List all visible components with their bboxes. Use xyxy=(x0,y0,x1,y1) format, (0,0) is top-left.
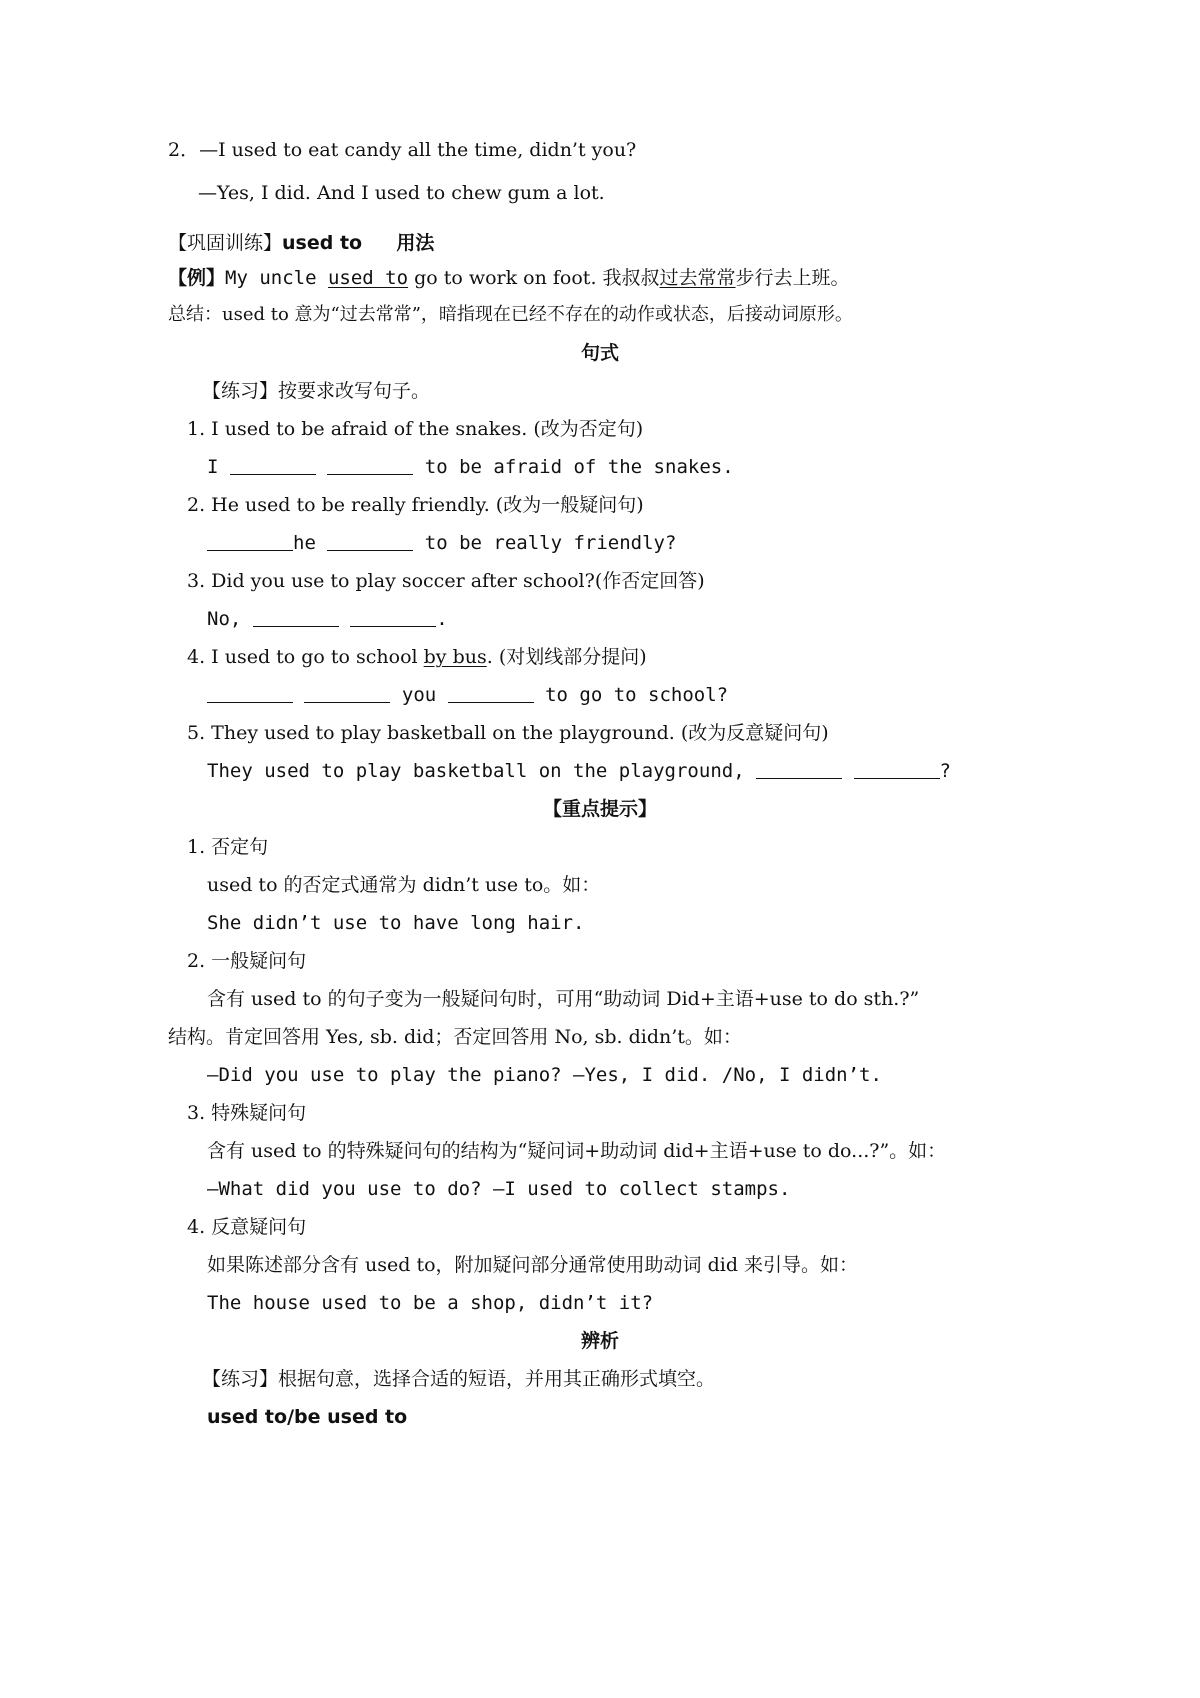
analysis-instruction: 【练习】根据句意，选择合适的短语，并用其正确形式填空。 xyxy=(202,1368,716,1390)
heading-tail: 用法 xyxy=(396,232,435,254)
point-4-body: 如果陈述部分含有 used to，附加疑问部分通常使用助动词 did 来引导。如： xyxy=(207,1254,859,1276)
intro-line-1: 2．—I used to eat candy all the time, didn’t you? xyxy=(168,139,637,161)
q2-answer: he to be really friendly? xyxy=(207,531,676,555)
blank[interactable] xyxy=(350,608,436,627)
point-3-title: 3. 特殊疑问句 xyxy=(187,1102,307,1124)
q4-answer: you to go to school? xyxy=(207,683,728,707)
section-title-key-points: 【重点提示】 xyxy=(542,798,657,820)
q1-text: 1. I used to be afraid of the snakes. (改为否定句) xyxy=(187,418,644,440)
heading-term: used to xyxy=(282,232,363,254)
q1-answer: I to be afraid of the snakes. xyxy=(207,456,734,478)
point-4-title: 4. 反意疑问句 xyxy=(187,1216,307,1238)
point-1-example: She didn’t use to have long hair. xyxy=(207,912,585,934)
blank[interactable] xyxy=(253,608,339,627)
q2-text: 2. He used to be really friendly. (改为一般疑问句) xyxy=(187,494,644,516)
analysis-phrases: used to/be used to xyxy=(207,1406,408,1428)
blank[interactable] xyxy=(327,532,413,551)
example-line xyxy=(168,266,850,290)
example-term: used to xyxy=(327,267,409,289)
example-pre: My uncle xyxy=(225,267,328,289)
point-2-example: —Did you use to play the piano? —Yes, I did. /No, I didn’t. xyxy=(207,1064,882,1086)
blank[interactable] xyxy=(230,456,316,475)
point-2-title: 2. 一般疑问句 xyxy=(187,950,307,972)
blank[interactable] xyxy=(207,684,293,703)
q5-answer: They used to play basketball on the playground, ? xyxy=(207,760,951,782)
point-1-body: used to 的否定式通常为 didn’t use to。如： xyxy=(207,874,601,896)
example-cn-tail: 步行去上班。 xyxy=(735,267,850,289)
q3-text: 3. Did you use to play soccer after school?(作否定回答) xyxy=(187,570,705,592)
point-2-body-1: 含有 used to 的句子变为一般疑问句时，可用“助动词 Did+主语+use to do sth.?” xyxy=(207,988,920,1010)
example-label: 【例】 xyxy=(168,267,226,289)
summary: 总结：used to 意为“过去常常”，暗指现在已经不存在的动作或状态，后接动词原形。 xyxy=(168,304,853,325)
point-4-example: The house used to be a shop, didn’t it? xyxy=(207,1292,654,1314)
heading-bracket: 【巩固训练】 xyxy=(168,232,283,254)
example-cn-term: 过去常常 xyxy=(659,267,736,289)
blank[interactable] xyxy=(207,532,293,551)
point-1-title: 1. 否定句 xyxy=(187,836,269,858)
section-title-sentence: 句式 xyxy=(580,342,619,364)
intro-line-2: —Yes, I did. And I used to chew gum a lot. xyxy=(198,182,605,204)
q4-text: 4. I used to go to school by bus. (对划线部分提问) xyxy=(187,646,647,668)
blank[interactable] xyxy=(448,684,534,703)
section-title-analysis: 辨析 xyxy=(580,1330,619,1352)
blank[interactable] xyxy=(327,456,413,475)
blank[interactable] xyxy=(756,760,842,779)
consolidation-heading xyxy=(168,231,434,255)
point-3-body: 含有 used to 的特殊疑问句的结构为“疑问词+助动词 did+主语+use to do...?”。如： xyxy=(207,1140,947,1162)
blank[interactable] xyxy=(854,760,940,779)
point-2-body-2: 结构。肯定回答用 Yes, sb. did；否定回答用 No, sb. didn’t。如： xyxy=(168,1026,742,1048)
example-post: go to work on foot. 我叔叔 xyxy=(408,267,660,289)
underlined-by-bus: by bus xyxy=(423,646,487,668)
q3-answer: No, . xyxy=(207,608,448,630)
q5-text: 5. They used to play basketball on the playground. (改为反意疑问句) xyxy=(187,722,829,744)
practice-instruction: 【练习】按要求改写句子。 xyxy=(202,380,431,402)
blank[interactable] xyxy=(304,684,390,703)
point-3-example: —What did you use to do? —I used to collect stamps. xyxy=(207,1178,791,1200)
